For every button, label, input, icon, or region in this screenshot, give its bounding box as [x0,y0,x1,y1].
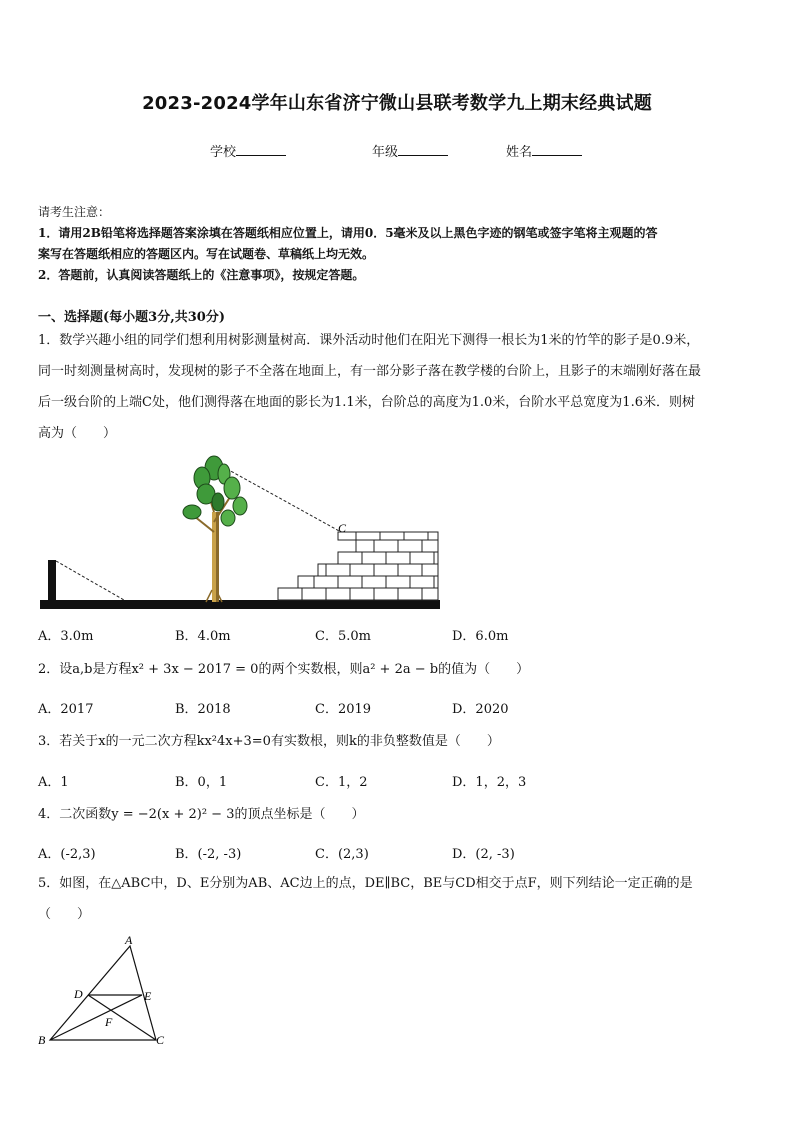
point-c-label: C [338,521,347,535]
point-d-label: D [74,987,83,1001]
bamboo-pole [48,560,56,602]
notice-line-1b: 案写在答题纸相应的答题区内。写在试题卷、草稿纸上均无效。 [38,247,375,261]
vertex-a-label: A [125,933,133,947]
notice-heading: 请考生注意： [38,205,111,219]
q1-option-d[interactable]: D．6.0m [452,629,509,644]
point-e-label: E [144,989,152,1003]
ground-bar [40,600,440,609]
q2-option-c[interactable]: C．2019 [315,702,372,717]
name-blank[interactable] [532,142,582,156]
q2-option-a[interactable]: A．2017 [38,702,94,717]
pole-shadow-line [56,561,124,600]
brick-stairs [278,532,438,600]
q2-option-d[interactable]: D．2020 [452,702,509,717]
vertex-b-label: B [38,1033,46,1047]
question-4: 4．二次函数y = −2(x + 2)² − 3的顶点坐标是（ ） [38,807,365,822]
triangle-abc [50,946,156,1040]
q1-line-2: 同一时刻测量树高时，发现树的影子不全落在地面上，有一部分影子落在教学楼的台阶上，且影子的末端刚好落在最 [38,364,702,379]
question-1 [38,325,760,449]
grade-label: 年级 [372,145,399,160]
segment-be [50,995,142,1040]
q4-option-b[interactable]: B．(-2, -3) [175,847,242,862]
q1-option-c[interactable]: C．5.0m [315,629,371,644]
q3-option-d[interactable]: D．1，2，3 [452,775,527,790]
notice-line-2: 2．答题前，认真阅读答题纸上的《注意事项》，按规定答题。 [38,268,365,282]
tree-shadow-figure [36,452,446,614]
question-2: 2．设a,b是方程x² + 3x − 2017 = 0的两个实数根，则a² + 2a − b的值为（ ） [38,662,530,677]
q1-option-b[interactable]: B．4.0m [175,629,231,644]
q1-line-1: 1．数学兴趣小组的同学们想利用树影测量树高．课外活动时他们在阳光下测得一根长为1米的竹竿的影子是0.9米， [38,333,700,348]
q3-option-c[interactable]: C．1，2 [315,775,368,790]
name-field[interactable] [506,141,582,160]
vertex-c-label: C [156,1033,165,1047]
q5-line-1: 5．如图，在△ABC中，D、E分别为AB、AC边上的点，DE∥BC，BE与CD相交于点F，则下列结论一定正确的是 [38,876,693,891]
q3-option-b[interactable]: B．0，1 [175,775,228,790]
triangle-figure [30,930,180,1050]
q4-option-a[interactable]: A．(-2,3) [38,847,96,862]
q1-line-4: 高为（ ） [38,426,117,441]
grade-blank[interactable] [398,142,448,156]
section-heading: 一、选择题(每小题3分,共30分) [38,310,225,325]
q3-option-a[interactable]: A．1 [38,775,69,790]
tree-icon [183,456,247,602]
q4-option-d[interactable]: D．(2, -3) [452,847,515,862]
q1-option-a[interactable]: A．3.0m [38,629,94,644]
point-f-label: F [105,1015,113,1029]
question-3: 3．若关于x的一元二次方程kx²4x+3=0有实数根，则k的非负整数值是（ ） [38,734,500,749]
school-blank[interactable] [236,142,286,156]
school-label: 学校 [210,145,237,160]
notice-line-1a: 1．请用2B铅笔将选择题答案涂填在答题纸相应位置上，请用0．5毫米及以上黑色字迹的钢笔或签字笔将主观题的答 [38,226,658,240]
name-label: 姓名 [506,145,533,160]
school-field[interactable] [210,141,286,160]
q2-option-b[interactable]: B．2018 [175,702,231,717]
page-title: 2023-2024学年山东省济宁微山县联考数学九上期末经典试题 [142,93,652,114]
grade-field[interactable] [372,141,448,160]
question-5 [38,868,760,930]
q4-option-c[interactable]: C．(2,3) [315,847,369,862]
q5-line-2: （ ） [38,907,91,922]
q1-line-3: 后一级台阶的上端C处，他们测得落在地面的影长为1.1米，台阶总的高度为1.0米，台阶水平总宽度为1.6米．则树 [38,395,695,410]
